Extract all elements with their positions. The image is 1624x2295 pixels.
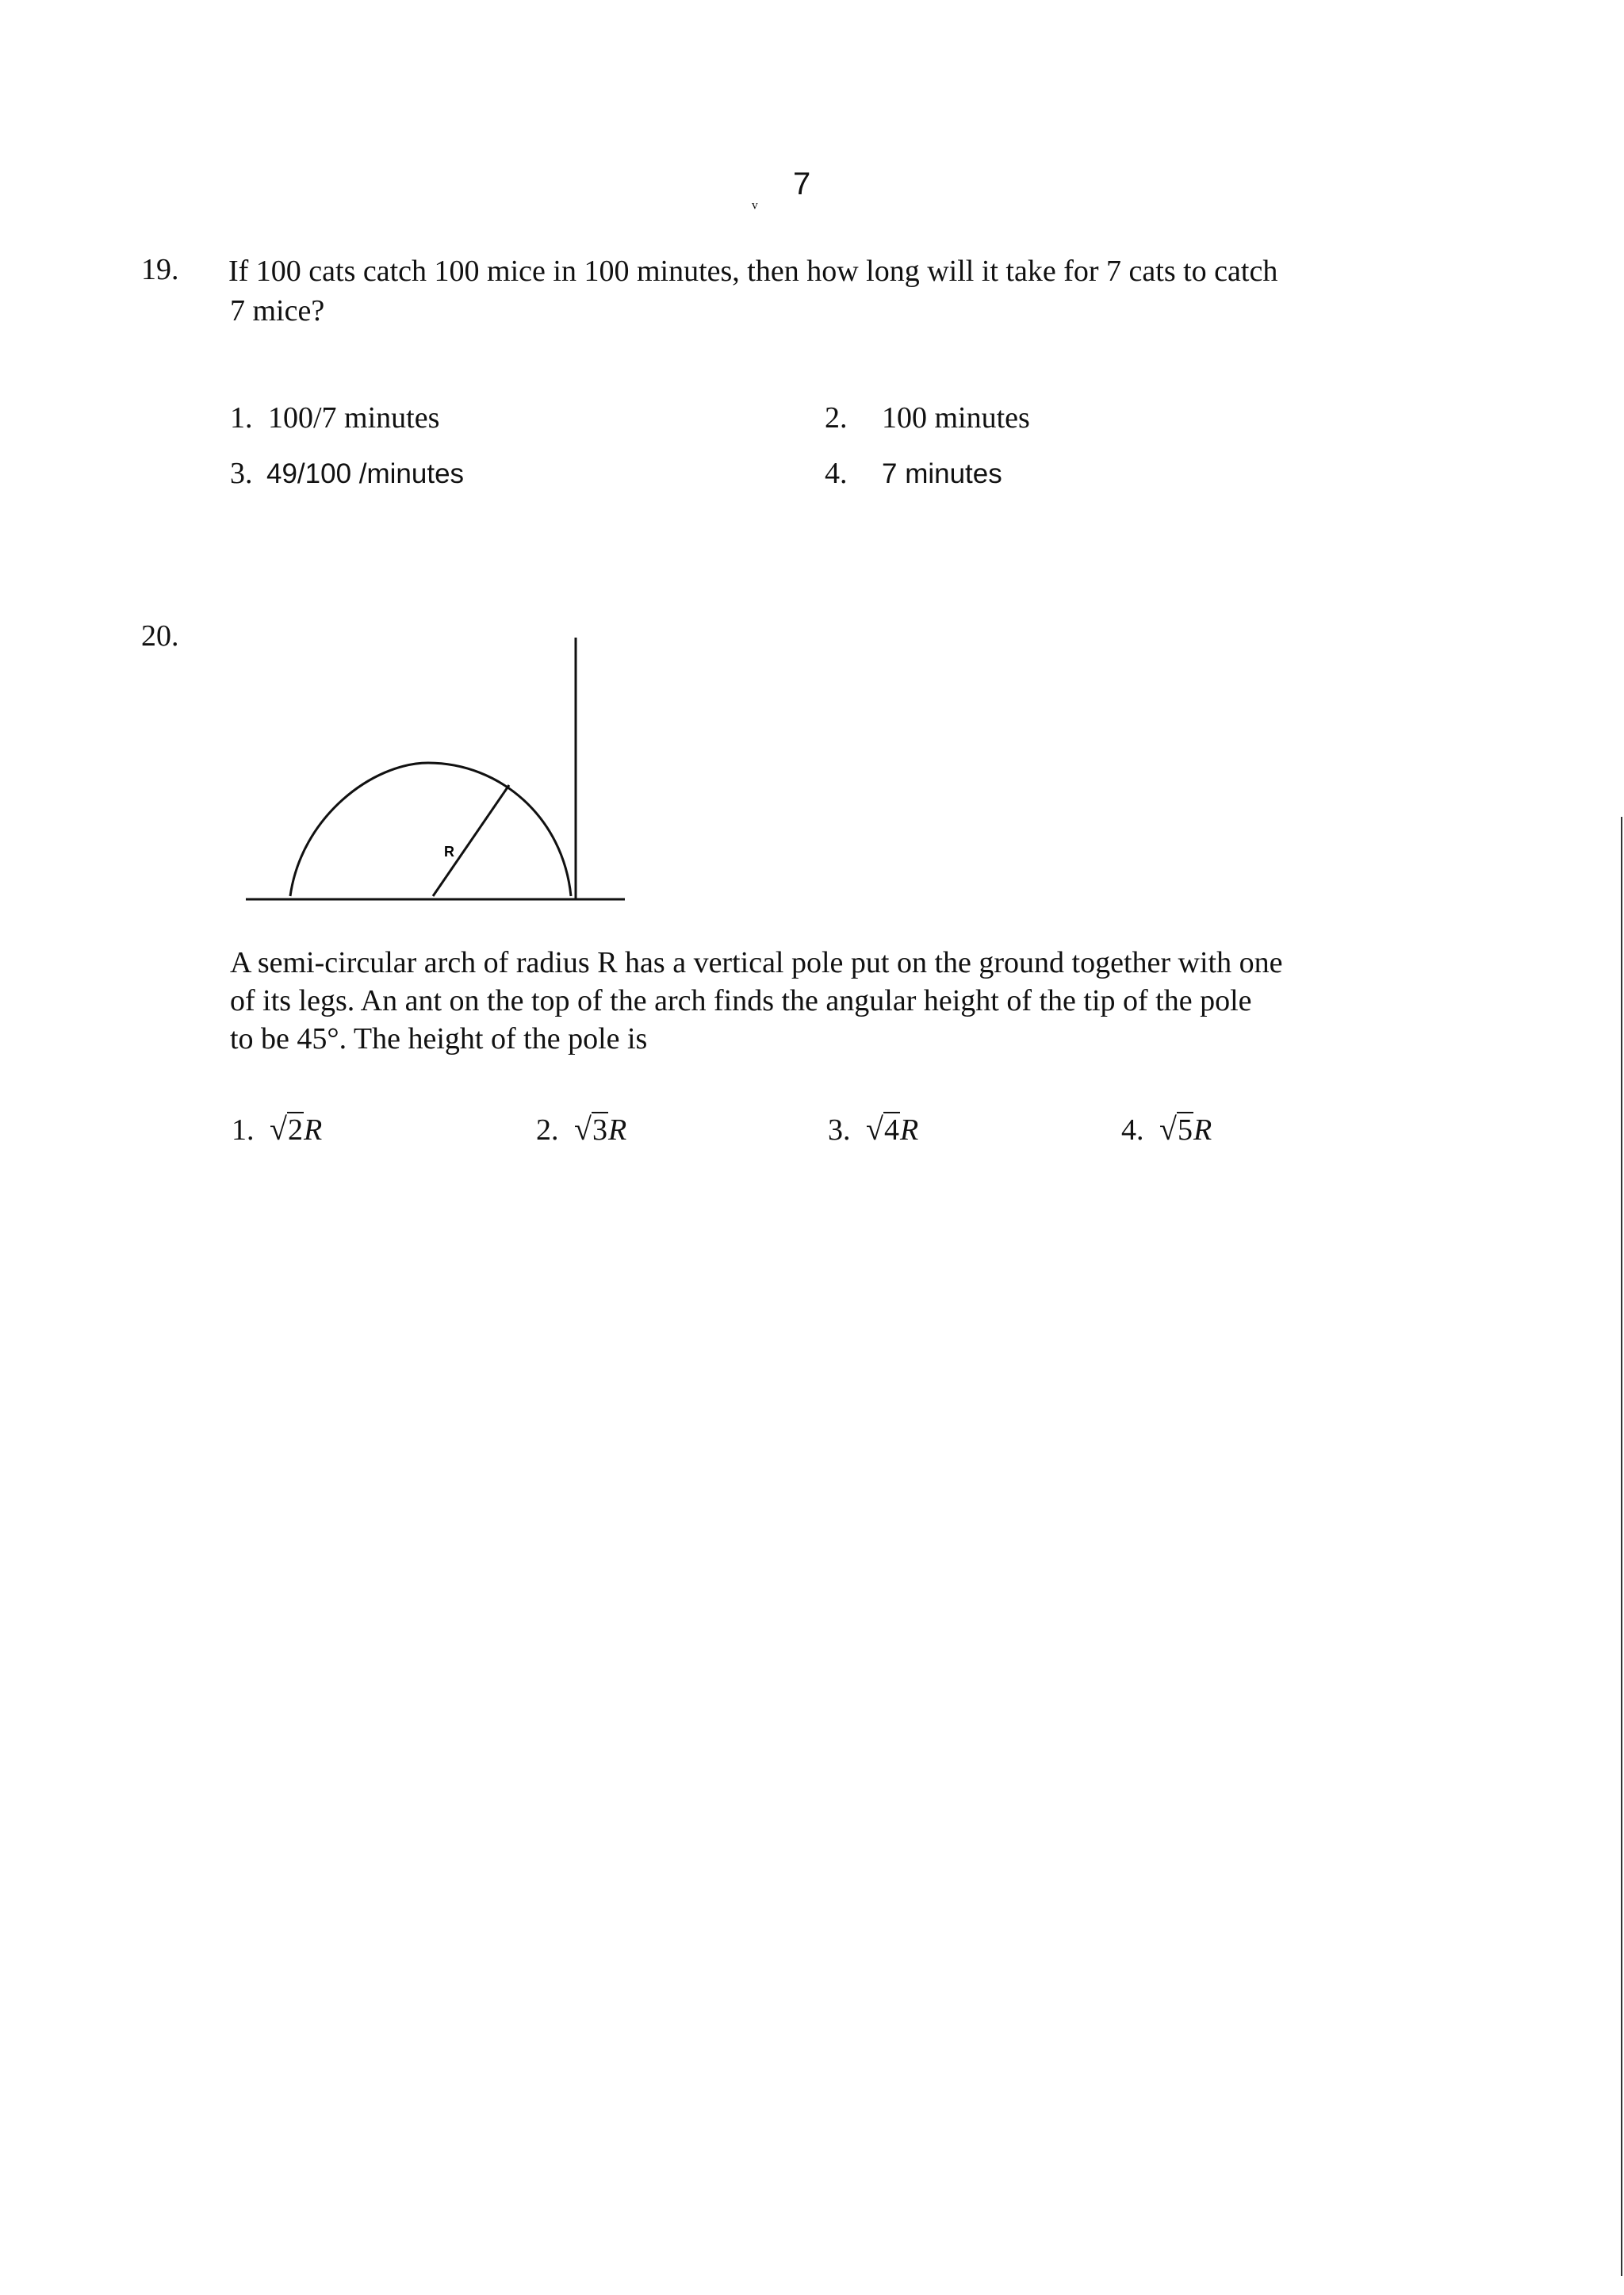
q20-option-2-symbol: R <box>607 1113 627 1147</box>
q20-option-4-radicand: 5 <box>1177 1113 1193 1147</box>
sqrt-symbol: √4 <box>866 1111 899 1147</box>
q20-option-4-symbol: R <box>1193 1113 1212 1147</box>
q19-option-4 <box>825 456 1002 491</box>
q19-text-line1: If 100 cats catch 100 mice in 100 minutes, then how long will it take for 7 cats to catch <box>228 255 1278 288</box>
page-mark: ᵥ <box>752 189 758 212</box>
q20-text-line2: of its legs. An ant on the top of the arch finds the angular height of the tip of the pole <box>230 984 1252 1017</box>
q19-option-3 <box>230 456 464 491</box>
q20-option-3-number: 3. <box>828 1113 851 1147</box>
q19-option-1-text: 100/7 minutes <box>268 401 440 435</box>
q20-option-3 <box>828 1110 918 1148</box>
scan-edge-line <box>1621 817 1622 2276</box>
q20-text-line1: A semi-circular arch of radius R has a vertical pole put on the ground together with one <box>230 946 1283 979</box>
q20-option-3-radicand: 4 <box>883 1113 899 1147</box>
q20-option-2-number: 2. <box>536 1113 559 1147</box>
semicircular-arch <box>290 763 571 896</box>
q20-option-1-radicand: 2 <box>287 1113 303 1147</box>
sqrt-symbol: √2 <box>270 1111 303 1147</box>
page-number: 7 <box>793 167 811 201</box>
q19-option-1-number: 1. <box>230 401 253 435</box>
q20-option-2 <box>536 1110 626 1148</box>
q19-option-2-text: 100 minutes <box>882 401 1030 435</box>
q19-option-3-number: 3. <box>230 457 253 490</box>
q19-option-4-text: 7 minutes <box>882 458 1002 489</box>
sqrt-symbol: √3 <box>574 1111 607 1147</box>
q19-option-3-text: 49/100 /minutes <box>266 458 465 489</box>
q19-text-line2: 7 mice? <box>230 294 325 328</box>
sqrt-symbol: √5 <box>1159 1111 1193 1147</box>
q19-number: 19. <box>141 253 179 286</box>
radius-line <box>433 785 509 896</box>
q19-option-2 <box>825 400 1030 435</box>
q20-option-4-number: 4. <box>1121 1113 1144 1147</box>
q19-option-1 <box>230 400 439 435</box>
q20-option-2-radicand: 3 <box>592 1113 607 1147</box>
q19-option-4-number: 4. <box>825 457 848 490</box>
q20-text-line3: to be 45°. The height of the pole is <box>230 1022 648 1056</box>
q20-option-1-number: 1. <box>232 1113 255 1147</box>
radius-label: R <box>444 844 454 860</box>
q20-option-3-symbol: R <box>899 1113 919 1147</box>
q20-option-4 <box>1121 1110 1212 1148</box>
q20-option-1-symbol: R <box>303 1113 323 1147</box>
q19-option-2-number: 2. <box>825 401 848 435</box>
q20-number: 20. <box>141 619 179 653</box>
arch-pole-diagram <box>238 626 634 912</box>
q20-option-1 <box>232 1110 322 1148</box>
